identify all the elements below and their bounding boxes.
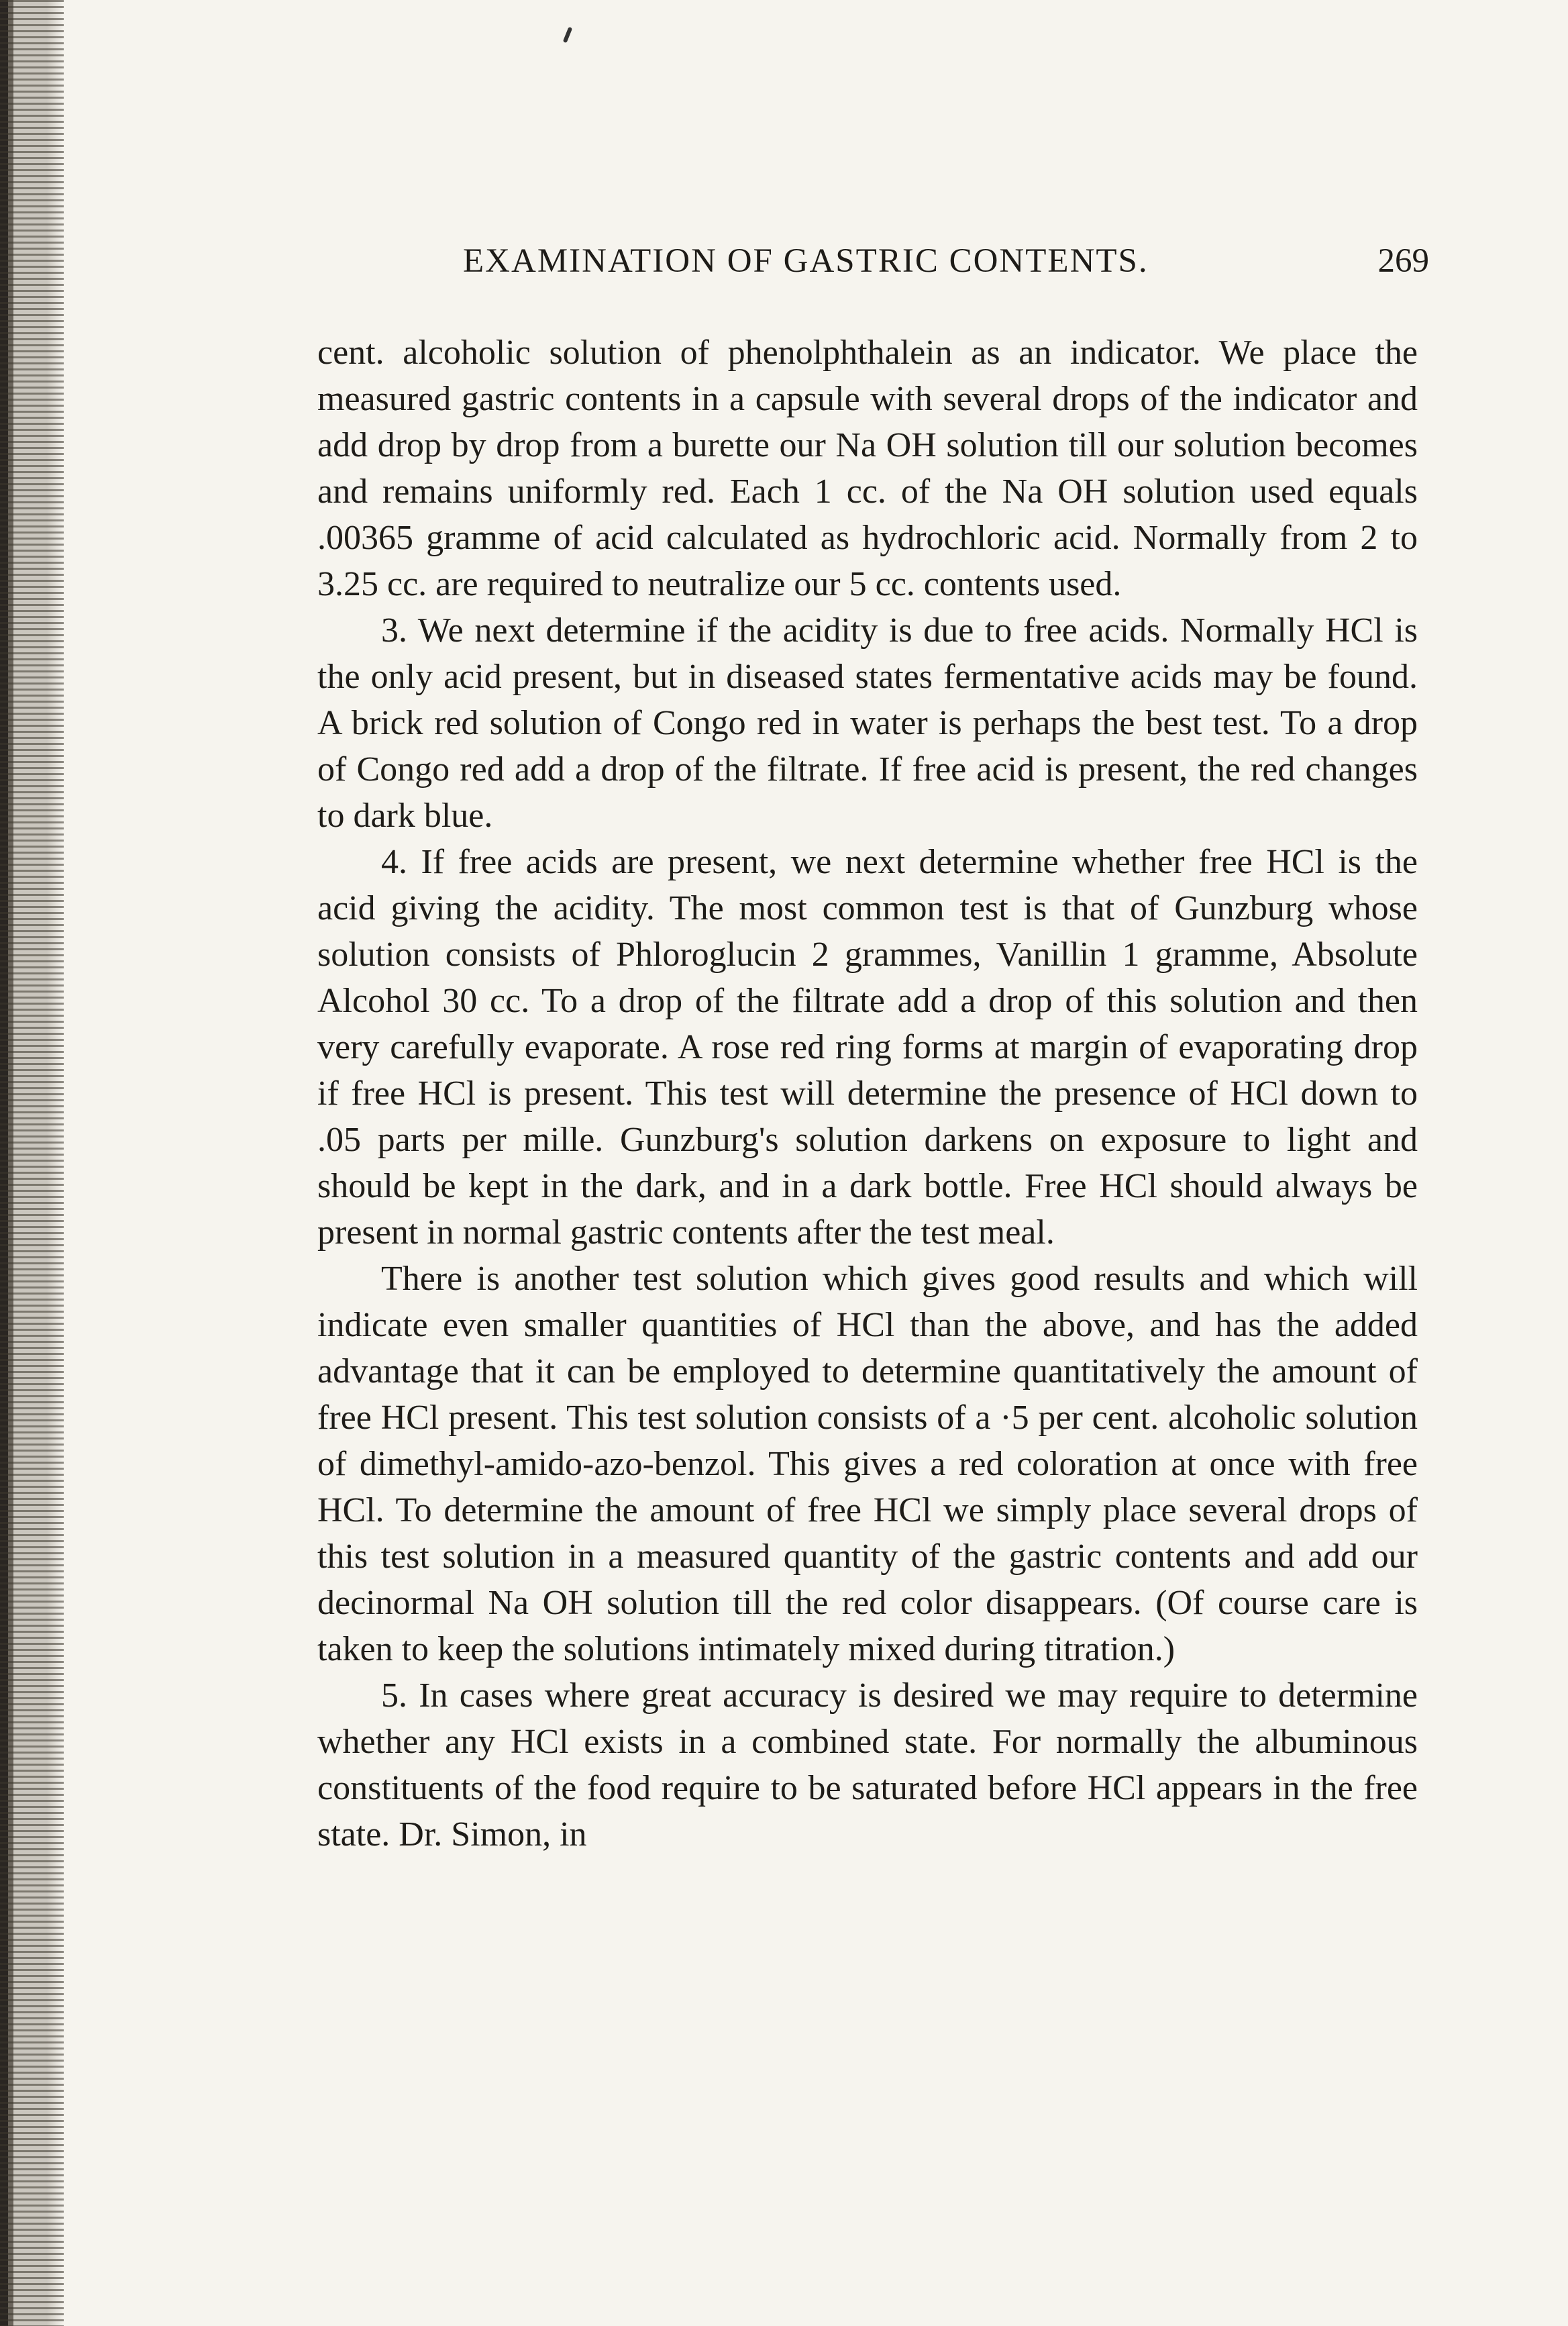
- paragraph-dimethyl-test: There is another test solution which gives good results and which will indicate even smaller quantities of HCl than the above, and has the added advantage that it can be employed to determine quantitatively the amount of free HCl present. This test solution consists of a ·5 per cent. alcoholic solution of dimethyl-amido-azo-benzol. This gives a red coloration at once with free HCl. To determine the amount of free HCl we simply place several drops of this test solution in a measured quantity of the gastric contents and add our decinormal Na OH solution till the red color disappears. (Of course care is taken to keep the solutions intimately mixed during titration.): [317, 1260, 1418, 1668]
- paragraph-continued: cent. alcoholic solution of phenolphthalein as an indicator. We place the measured gastric contents in a capsule with several drops of the indicator and add drop by drop from a burette our Na OH solution till our solution becomes and remains uniformly red. Each 1 cc. of the Na OH solution used equals .00365 gramme of acid calculated as hydrochloric acid. Normally from 2 to 3.25 cc. are required to neutralize our 5 cc. contents used.: [317, 334, 1418, 603]
- paragraph-combined-hcl: 5. In cases where great accuracy is desired we may require to determine whether any HCl exists in a combined state. For normally the albuminous constituents of the food require to be saturated before HCl appears in the free state. Dr. Simon, in: [317, 1676, 1418, 1854]
- stray-ink-mark: [563, 27, 573, 44]
- paragraph-gunzburg-test: 4. If free acids are present, we next determine whether free HCl is the acid giving the acidity. The most common test is that of Gunzburg whose solution consists of Phloroglucin 2 grammes, Vanillin 1 gramme, Absolute Alcohol 30 cc. To a drop of the filtrate add a drop of this solution and then very carefully evaporate. A rose red ring forms at margin of evaporating drop if free HCl is present. This test will determine the presence of HCl down to .05 parts per mille. Gunzburg's solution darkens on exposure to light and should be kept in the dark, and in a dark bottle. Free HCl should always be present in normal gastric contents after the test meal.: [317, 843, 1418, 1252]
- binding-edge: [0, 0, 64, 2326]
- page-header: [463, 242, 1429, 281]
- page-number: 269: [1377, 242, 1429, 280]
- running-head: EXAMINATION OF GASTRIC CONTENTS.: [463, 242, 1149, 280]
- body-text: [317, 330, 1418, 1858]
- paragraph-free-acids: 3. We next determine if the acidity is due to free acids. Normally HCl is the only acid present, but in diseased states fermentative acids may be found. A brick red solution of Congo red in water is perhaps the best test. To a drop of Congo red add a drop of the filtrate. If free acid is present, the red changes to dark blue.: [317, 611, 1418, 835]
